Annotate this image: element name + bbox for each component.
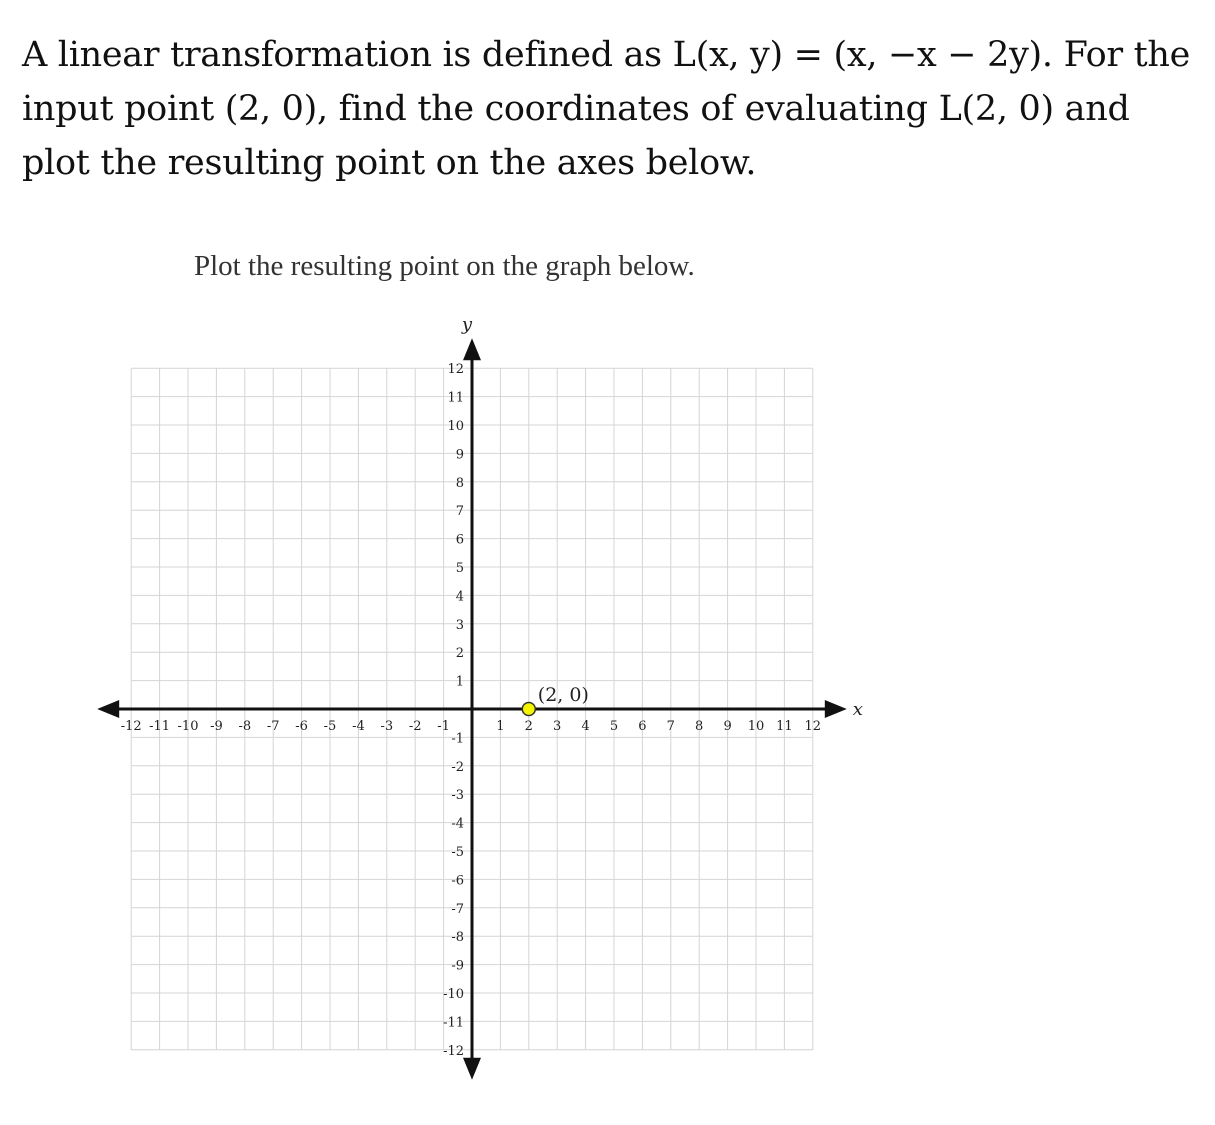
x-tick-label: -6 [295,719,308,734]
x-tick-label: -3 [380,719,394,734]
question-part-1: A linear transformation is defined as [22,35,673,75]
x-tick-label: -8 [238,719,252,734]
x-tick-label: -9 [210,719,223,734]
x-tick-label: 9 [723,719,732,734]
evaluation-expression: L(2, 0) [938,89,1054,129]
y-tick-label: 4 [455,589,464,605]
x-tick-label: -12 [120,719,142,734]
x-tick-label: 2 [524,719,533,734]
question-part-4: and plot the resulting point on the axes below. [22,89,1130,183]
x-tick-label: 5 [609,719,619,734]
y-tick-label: -5 [451,845,464,860]
x-tick-label: -5 [323,719,337,734]
x-tick-label: 3 [553,719,562,734]
question-part-2: . For the input point [22,35,1191,129]
y-tick-label: 3 [455,617,464,633]
y-tick-label: -7 [451,901,464,917]
y-tick-label: -3 [451,788,464,804]
y-tick-label: -2 [451,759,464,775]
y-tick-label: 2 [455,646,464,662]
plotted-point-label: (2, 0) [537,684,589,706]
plotted-point[interactable] [522,703,535,716]
y-axis-up-arrow-icon [463,338,481,360]
y-tick-label: 8 [455,475,464,491]
y-tick-label: -6 [451,873,464,889]
y-tick-label: 11 [447,390,464,406]
x-tick-label: -10 [177,719,199,734]
y-tick-label: 5 [455,561,464,576]
y-tick-label: -11 [443,1015,464,1031]
x-tick-label: 12 [804,719,822,734]
graph-prompt: Plot the resulting point on the graph below. [194,250,695,282]
y-tick-label: 6 [455,532,464,548]
y-axis-label: y [461,314,473,336]
y-axis-down-arrow-icon [463,1058,481,1080]
x-axis-left-arrow-icon [97,700,119,718]
y-tick-label: -10 [443,987,464,1002]
y-tick-label: 10 [447,419,464,434]
y-tick-label: 9 [455,447,464,463]
y-tick-label: 12 [447,362,464,378]
x-tick-label: 4 [581,719,590,734]
input-point: (2, 0) [224,89,317,129]
y-tick-label: -8 [451,930,464,946]
x-tick-label: 1 [496,719,505,734]
x-axis-right-arrow-icon [825,700,847,718]
y-tick-label: 7 [455,504,464,520]
y-tick-label: 1 [455,674,464,690]
y-tick-label: -1 [451,731,464,747]
x-tick-label: 6 [638,719,647,734]
y-tick-label: -9 [451,958,464,974]
x-tick-label: -11 [149,719,171,734]
x-tick-label: -1 [437,719,450,734]
y-tick-label: -4 [451,816,464,832]
x-tick-label: 8 [695,719,704,734]
x-tick-label: -7 [266,719,280,734]
y-tick-label: -12 [443,1043,464,1059]
question-part-3: , find the coordinates of evaluating [316,89,939,129]
x-tick-label: 10 [747,719,765,734]
x-tick-label: 11 [776,719,793,734]
x-tick-label: -4 [352,719,365,734]
x-tick-label: 7 [666,719,675,734]
x-axis-label: x [852,699,863,720]
transformation-formula: L(x, y) = (x, −x − 2y) [672,35,1042,75]
x-tick-label: -2 [408,719,422,734]
